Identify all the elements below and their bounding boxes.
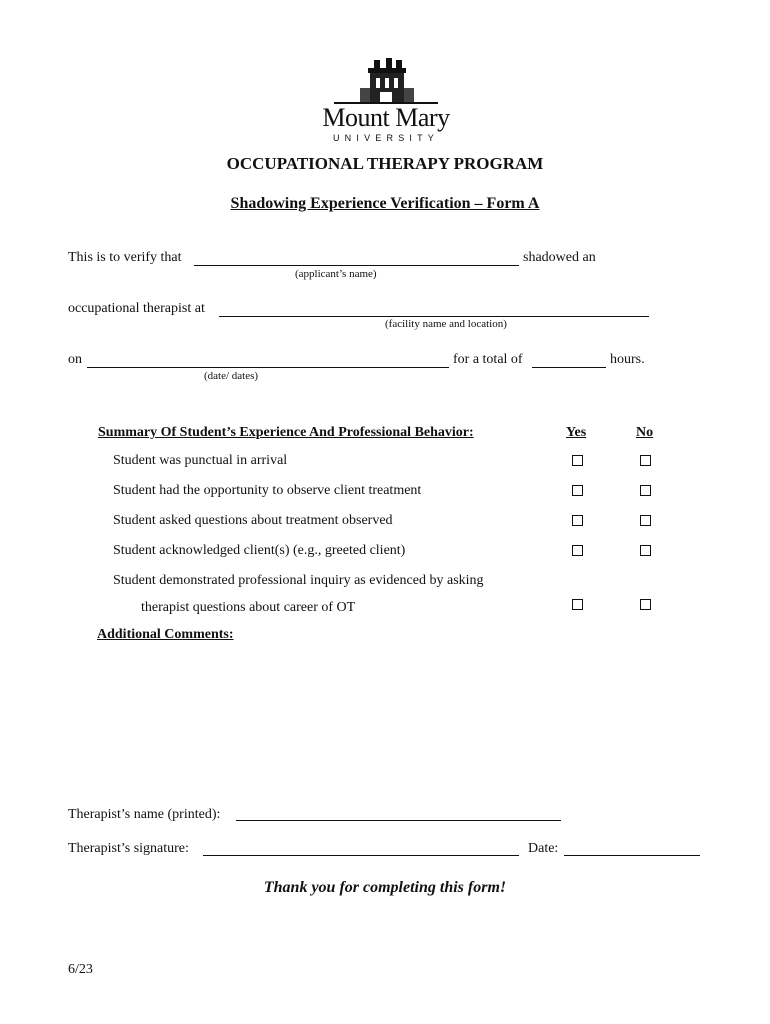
checkbox-questions-no[interactable] [640,515,651,526]
verify-line1-suffix: shadowed an [523,250,596,265]
therapist-name-field[interactable] [236,806,561,821]
summary-item-questions: Student asked questions about treatment observed [113,513,393,528]
therapist-signature-field[interactable] [203,841,519,856]
summary-item-punctual: Student was punctual in arrival [113,453,288,468]
summary-item-greeted: Student acknowledged client(s) (e.g., greeted client) [113,543,406,558]
summary-item-inquiry: Student demonstrated professional inquiry as evidenced by asking [113,573,484,588]
page-title: OCCUPATIONAL THERAPY PROGRAM [226,154,544,173]
applicant-name-hint: (applicant’s name) [295,268,377,280]
summary-item-observe: Student had the opportunity to observe client treatment [113,483,422,498]
additional-comments-heading: Additional Comments: [97,627,234,642]
summary-heading: Summary Of Student’s Experience And Professional Behavior: [98,425,474,440]
no-column-heading: No [636,425,654,440]
facility-field[interactable] [219,302,649,317]
checkbox-questions-yes[interactable] [572,515,583,526]
dates-field[interactable] [87,353,449,368]
logo-subtitle: UNIVERSITY [332,133,439,143]
checkbox-punctual-no[interactable] [640,455,651,466]
therapist-signature-label: Therapist’s signature: [68,841,189,856]
verify-line1-prefix: This is to verify that [68,250,182,265]
date-label: Date: [528,841,559,856]
hours-field[interactable] [532,353,606,368]
applicant-name-field[interactable] [194,251,519,266]
checkbox-observe-yes[interactable] [572,485,583,496]
dates-hint: (date/ dates) [204,370,259,382]
therapist-name-label: Therapist’s name (printed): [68,807,221,822]
form-title: Shadowing Experience Verification – Form A [230,195,540,212]
date-field[interactable] [564,841,700,856]
checkbox-greeted-no[interactable] [640,545,651,556]
checkbox-punctual-yes[interactable] [572,455,583,466]
yes-column-heading: Yes [566,425,587,440]
thank-you-message: Thank you for completing this form! [263,879,507,896]
university-logo-tower-icon [334,58,438,106]
additional-comments-area[interactable] [97,650,697,780]
verify-line3-prefix: on [68,352,82,367]
verify-line3-middle: for a total of [453,352,523,367]
facility-hint: (facility name and location) [385,318,507,330]
summary-item-inquiry-cont: therapist questions about career of OT [141,600,356,615]
form-version: 6/23 [68,962,93,977]
checkbox-inquiry-no[interactable] [640,599,651,610]
logo-wordmark: Mount Mary [322,103,450,132]
checkbox-greeted-yes[interactable] [572,545,583,556]
checkbox-inquiry-yes[interactable] [572,599,583,610]
verify-line2-prefix: occupational therapist at [68,301,205,316]
verify-line3-suffix: hours. [610,352,645,367]
checkbox-observe-no[interactable] [640,485,651,496]
